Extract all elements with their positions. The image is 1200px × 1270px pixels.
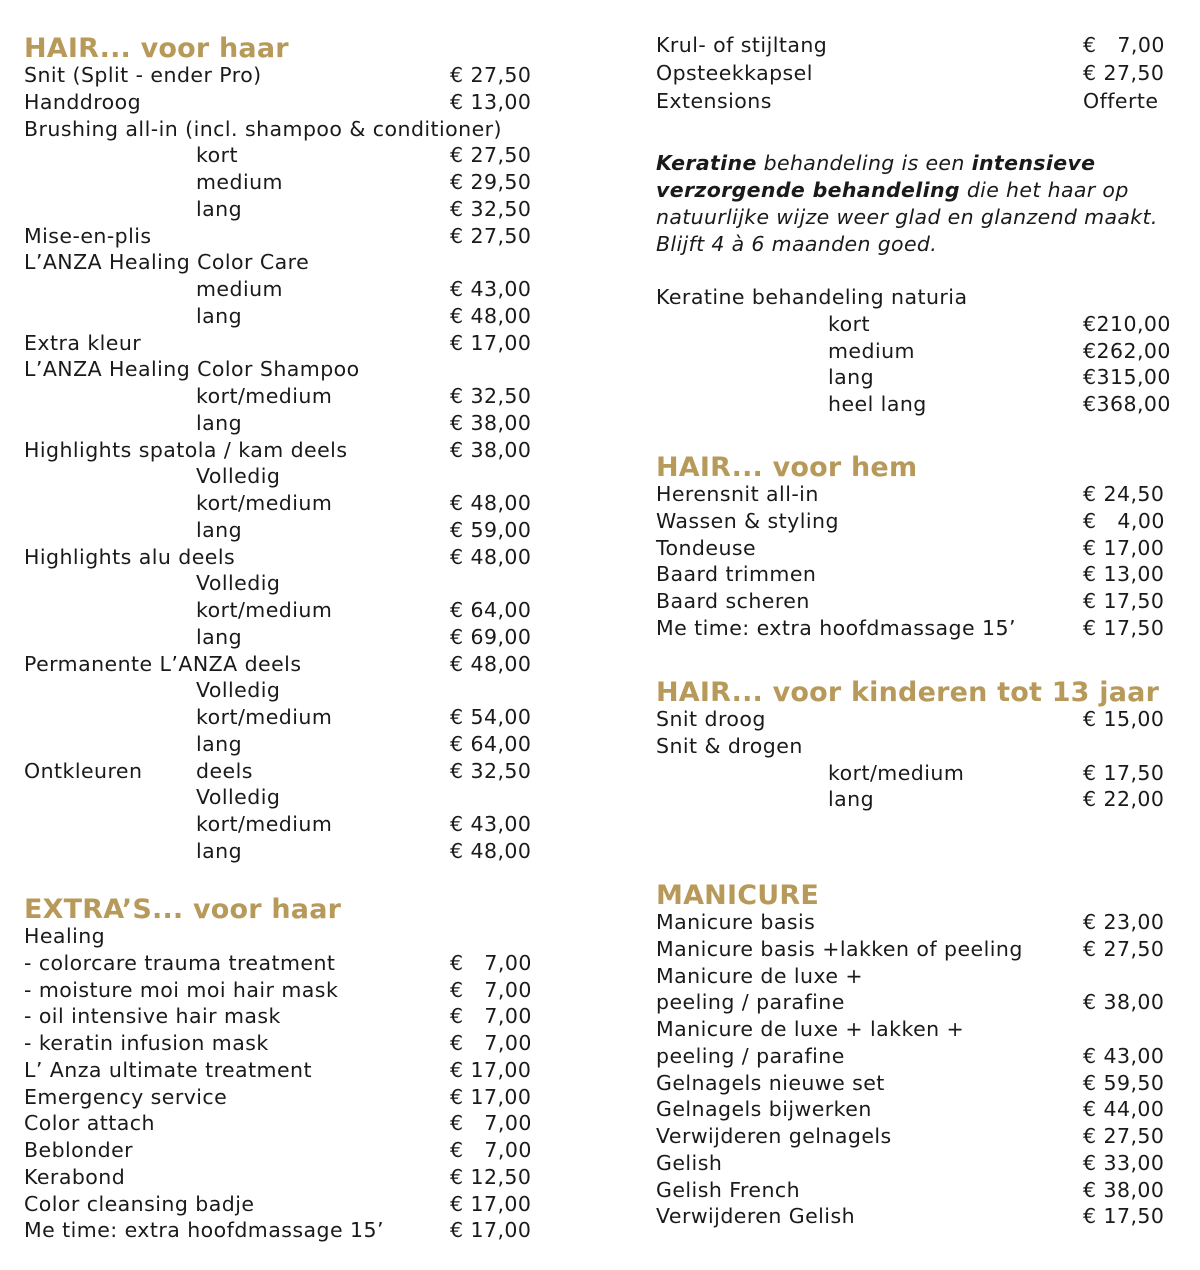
price-row [656, 706, 1196, 733]
service-price: € 59,50 [1083, 1070, 1165, 1095]
service-price: €315,00 [1083, 365, 1171, 390]
service-price: € 7,00 [450, 1138, 532, 1162]
price-row [24, 276, 584, 303]
service-label: Opsteekkapsel [656, 61, 813, 85]
service-price: € 38,00 [1083, 990, 1165, 1015]
service-price: € 27,50 [450, 223, 532, 248]
service-label: Snit droog [656, 707, 766, 731]
price-row [656, 1043, 1196, 1070]
service-price: € 32,50 [450, 758, 532, 783]
service-label: Highlights alu deels [24, 544, 236, 569]
price-row [656, 32, 1196, 59]
price-row [24, 704, 584, 731]
section-heading: HAIR... voor kinderen tot 13 jaar [656, 677, 1160, 708]
price-row [656, 1150, 1196, 1177]
service-label: Highlights spatola / kam deels [24, 437, 348, 462]
service-label: Healing [24, 924, 106, 948]
service-label: Me time: extra hoofdmassage 15’ [656, 615, 1016, 640]
service-price: € 17,50 [1083, 615, 1165, 640]
service-label: L’ Anza ultimate treatment [24, 1057, 312, 1082]
note-text: behandeling is een [756, 151, 972, 175]
service-label: Manicure basis [656, 910, 816, 934]
service-price: € 38,00 [1083, 1177, 1165, 1202]
price-row [656, 508, 1196, 535]
service-label: kort/medium [196, 812, 333, 836]
service-label: lang [828, 787, 875, 812]
service-price: € 24,50 [1083, 482, 1165, 506]
price-row [24, 1137, 584, 1164]
service-label: Volledig [196, 571, 281, 596]
price-row [24, 784, 584, 811]
service-label: kort/medium [196, 705, 333, 729]
service-label: - oil intensive hair mask [24, 1004, 281, 1029]
service-price: € 43,00 [1083, 1043, 1165, 1068]
service-price: €210,00 [1083, 311, 1171, 336]
service-label: heel lang [828, 392, 927, 416]
price-row [656, 1096, 1196, 1123]
price-row [24, 463, 584, 490]
price-row [656, 535, 1196, 562]
price-row [24, 950, 584, 977]
service-price: € 7,00 [450, 1004, 532, 1029]
service-label: lang [196, 303, 243, 328]
service-price: € 23,00 [1083, 910, 1165, 934]
service-label: kort/medium [196, 384, 333, 408]
price-row [656, 909, 1196, 936]
service-price: € 17,00 [450, 1191, 532, 1216]
price-row [656, 615, 1196, 642]
price-row [656, 733, 1196, 760]
price-row [24, 651, 584, 678]
price-row [24, 597, 584, 624]
price-row [24, 410, 584, 437]
service-price: € 27,50 [450, 63, 532, 87]
service-price: € 17,00 [1083, 535, 1165, 560]
service-price: € 48,00 [450, 544, 532, 569]
service-label: Color attach [24, 1111, 155, 1136]
service-price: € 48,00 [450, 838, 532, 863]
service-label: L’ANZA Healing Color Shampoo [24, 357, 360, 382]
service-price: € 17,00 [450, 330, 532, 355]
price-row [24, 383, 584, 410]
service-label: lang [196, 624, 243, 649]
service-label: - keratin infusion mask [24, 1031, 269, 1055]
service-label: Brushing all-in (incl. shampoo & conditioner) [24, 116, 503, 141]
price-row [656, 1123, 1196, 1150]
service-label: Manicure de luxe + [656, 963, 864, 988]
service-price: € 17,50 [1083, 1204, 1165, 1229]
price-row [24, 811, 584, 838]
service-label: Tondeuse [656, 535, 757, 560]
price-row [24, 437, 584, 464]
service-price: € 32,50 [450, 196, 532, 221]
price-row [24, 624, 584, 651]
price-row [656, 338, 1196, 365]
service-label: Ontkleuren [24, 758, 143, 783]
price-row [24, 1057, 584, 1084]
service-label: lang [196, 838, 243, 863]
service-price: € 22,00 [1083, 787, 1165, 812]
service-label: kort [196, 143, 238, 168]
service-label: lang [196, 731, 243, 756]
service-price: € 17,00 [450, 1218, 532, 1243]
price-row [24, 1164, 584, 1191]
service-label: lang [196, 410, 243, 435]
service-label: kort [828, 311, 870, 336]
service-label: lang [196, 196, 243, 221]
service-label: Herensnit all-in [656, 482, 819, 506]
service-label: medium [196, 277, 283, 301]
price-row [656, 481, 1196, 508]
price-row [24, 330, 584, 357]
service-label: Volledig [196, 785, 281, 810]
price-row [656, 561, 1196, 588]
service-price: € 64,00 [450, 598, 532, 622]
price-row [24, 89, 584, 116]
service-price: € 7,00 [450, 950, 532, 975]
price-row [24, 544, 584, 571]
price-row [24, 223, 584, 250]
section-heading: MANICURE [656, 880, 819, 911]
service-price: € 7,00 [450, 1031, 532, 1055]
service-label: Snit & drogen [656, 733, 803, 758]
price-row [656, 588, 1196, 615]
service-label: Manicure basis +lakken of peeling [656, 936, 1023, 961]
price-row [24, 1110, 584, 1137]
price-row [656, 989, 1196, 1016]
service-label: medium [196, 170, 283, 194]
service-price: € 27,50 [1083, 61, 1165, 85]
service-price: € 17,00 [450, 1084, 532, 1109]
price-row [24, 249, 584, 276]
service-label: Handdroog [24, 89, 142, 114]
price-row [24, 169, 584, 196]
service-label: Me time: extra hoofdmassage 15’ [24, 1218, 384, 1243]
service-label: Keratine behandeling naturia [656, 285, 968, 309]
service-sublabel: deels [196, 758, 253, 783]
service-price: € 13,00 [450, 89, 532, 114]
note-text: die het haar op natuurlijke wijze weer glad en glanzend maakt. Blijft 4 à 6 maanden goed. [656, 178, 1158, 256]
service-label: Kerabond [24, 1164, 126, 1189]
price-row [656, 391, 1196, 418]
price-row [24, 1003, 584, 1030]
service-price: € 38,00 [450, 437, 532, 462]
service-price: € 27,50 [1083, 1124, 1165, 1148]
service-label: Volledig [196, 464, 281, 489]
service-price: € 27,50 [1083, 936, 1165, 961]
service-price: € 38,00 [450, 410, 532, 435]
service-price: € 4,00 [1083, 508, 1165, 533]
price-row [656, 1177, 1196, 1204]
service-label: Baard trimmen [656, 562, 817, 587]
service-label: lang [828, 365, 875, 390]
service-price: € 17,50 [1083, 760, 1165, 785]
service-label: Extra kleur [24, 330, 142, 355]
service-label: Extensions [656, 89, 772, 113]
price-row [24, 1084, 584, 1111]
price-row [24, 838, 584, 865]
price-row [656, 1203, 1196, 1230]
service-label: Gelish French [656, 1177, 801, 1202]
price-row [656, 760, 1196, 787]
service-label: L’ANZA Healing Color Care [24, 250, 310, 275]
price-row [24, 977, 584, 1004]
service-label: - colorcare trauma treatment [24, 950, 336, 975]
price-row [656, 60, 1196, 87]
price-row [656, 364, 1196, 391]
service-label: Gelnagels bijwerken [656, 1097, 872, 1122]
note-keyword: intensieve verzorgende behandeling [656, 151, 1096, 202]
service-price: € 7,00 [1083, 33, 1165, 57]
section-heading: HAIR... voor hem [656, 452, 918, 483]
service-label: Mise-en-plis [24, 223, 152, 248]
service-label: Wassen & styling [656, 508, 839, 533]
service-price: €262,00 [1083, 338, 1171, 363]
section-heading: EXTRA’S... voor haar [24, 894, 342, 925]
price-row [24, 677, 584, 704]
keratine-note [656, 150, 1196, 258]
service-price: € 32,50 [450, 384, 532, 408]
service-label: medium [828, 338, 915, 363]
service-price: € 12,50 [450, 1164, 532, 1189]
price-row [656, 786, 1196, 813]
service-price: € 69,00 [450, 624, 532, 649]
service-label: Volledig [196, 678, 281, 703]
service-price: € 64,00 [450, 731, 532, 756]
price-row [24, 116, 584, 143]
price-row [656, 1016, 1196, 1043]
price-row [24, 731, 584, 758]
service-price: € 44,00 [1083, 1097, 1165, 1122]
service-label: Gelnagels nieuwe set [656, 1070, 885, 1095]
service-label: peeling / parafine [656, 1043, 845, 1068]
price-row [656, 311, 1196, 338]
service-label: Verwijderen gelnagels [656, 1124, 892, 1148]
service-label: kort/medium [828, 760, 965, 785]
price-row [24, 758, 584, 785]
service-label: Baard scheren [656, 589, 810, 613]
service-price: € 59,00 [450, 517, 532, 542]
service-label: Verwijderen Gelish [656, 1204, 856, 1229]
price-row [24, 196, 584, 223]
price-row [24, 142, 584, 169]
price-row [24, 923, 584, 950]
service-price: € 27,50 [450, 143, 532, 168]
note-keyword: Keratine [656, 151, 757, 175]
service-label: peeling / parafine [656, 990, 845, 1015]
service-price: € 43,00 [450, 277, 532, 301]
service-price: €368,00 [1083, 392, 1171, 416]
price-row [24, 356, 584, 383]
price-row [24, 1191, 584, 1218]
service-price: € 7,00 [450, 1111, 532, 1136]
service-label: lang [196, 517, 243, 542]
price-row [24, 570, 584, 597]
service-label: Beblonder [24, 1138, 134, 1162]
service-label: Permanente L’ANZA deels [24, 651, 302, 676]
service-price: € 17,50 [1083, 589, 1165, 613]
price-row [24, 303, 584, 330]
price-row [656, 88, 1196, 115]
service-label: Krul- of stijltang [656, 33, 828, 57]
service-price: € 54,00 [450, 705, 532, 729]
price-row [656, 1070, 1196, 1097]
service-price: € 13,00 [1083, 562, 1165, 587]
service-label: kort/medium [196, 491, 333, 515]
service-price: € 7,00 [450, 977, 532, 1002]
price-row [656, 963, 1196, 990]
service-label: Color cleansing badje [24, 1191, 255, 1216]
price-row [24, 517, 584, 544]
service-price: € 33,00 [1083, 1150, 1165, 1175]
service-label: - moisture moi moi hair mask [24, 977, 339, 1002]
price-row [24, 1030, 584, 1057]
price-row [24, 490, 584, 517]
service-price: € 43,00 [450, 812, 532, 836]
price-row [656, 284, 1196, 311]
service-price: € 15,00 [1083, 707, 1165, 731]
section-heading: HAIR... voor haar [24, 33, 289, 64]
service-label: Gelish [656, 1150, 723, 1175]
service-price: € 48,00 [450, 303, 532, 328]
service-label: kort/medium [196, 598, 333, 622]
service-price: € 48,00 [450, 491, 532, 515]
price-row [656, 936, 1196, 963]
service-price: € 17,00 [450, 1057, 532, 1082]
service-label: Snit (Split - ender Pro) [24, 63, 262, 87]
service-label: Manicure de luxe + lakken + [656, 1017, 965, 1041]
service-label: Emergency service [24, 1084, 228, 1109]
service-price: Offerte [1083, 89, 1159, 113]
price-row [24, 62, 584, 89]
service-price: € 48,00 [450, 651, 532, 676]
price-row [24, 1217, 584, 1244]
service-price: € 29,50 [450, 170, 532, 194]
